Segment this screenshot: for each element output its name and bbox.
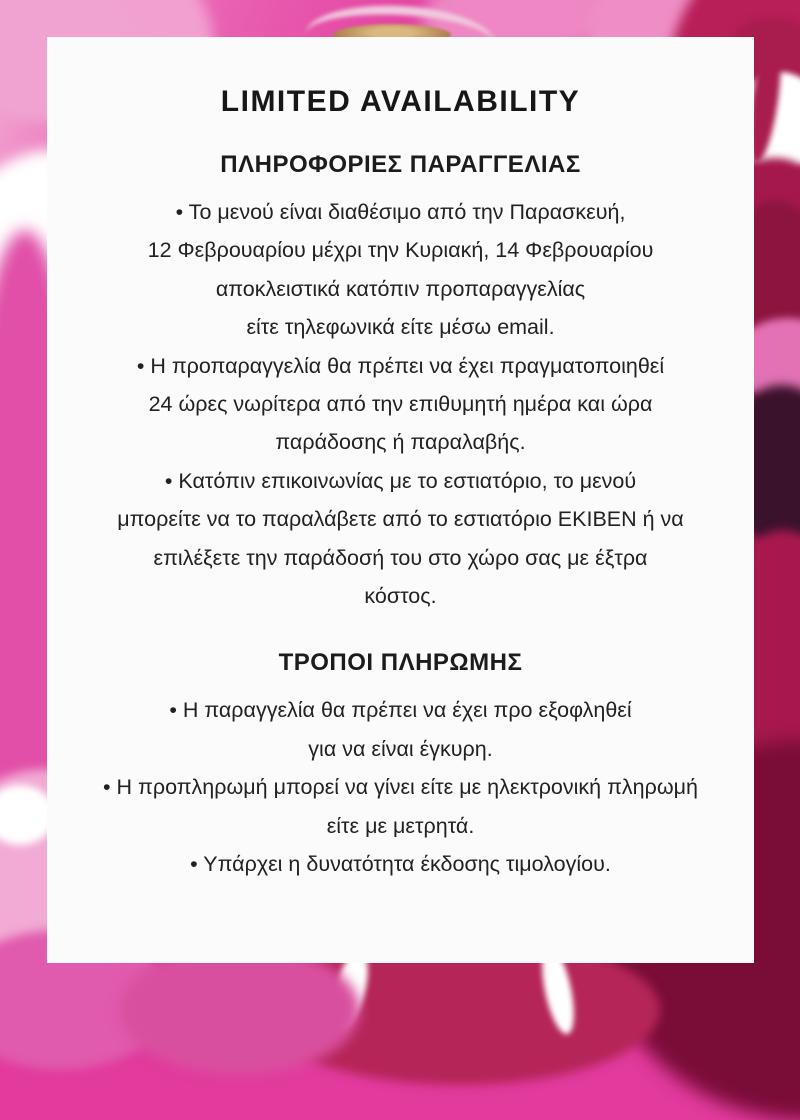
order-info-line: • Κατόπιν επικοινωνίας με το εστιατόριο, το μενού [164, 468, 637, 493]
page-title: LIMITED AVAILABILITY [220, 85, 581, 118]
order-info-line: κόστος. [364, 584, 437, 609]
order-info-line: μπορείτε να το παραλάβετε από το εστιατόριο EKIBEN ή να [117, 507, 684, 532]
order-info-line: 24 ώρες νωρίτερα από την επιθυμητή ημέρα και ώρα [148, 392, 653, 417]
order-info-line: είτε τηλεφωνικά είτε μέσω email. [246, 315, 555, 340]
order-info-line: 12 Φεβρουαρίου μέχρι την Κυριακή, 14 Φεβρουαρίου [147, 238, 654, 263]
payment-line: για να είναι έγκυρη. [308, 736, 493, 761]
order-info-line: παράδοσης ή παραλαβής. [275, 430, 526, 455]
order-info-line: • Το μενού είναι διαθέσιμο από την Παρασκευή, [175, 200, 626, 224]
order-info-line: • Η προπαραγγελία θα πρέπει να έχει πραγματοποιηθεί [136, 353, 665, 378]
order-info-line: επιλέξετε την παράδοσή του στο χώρο σας με έξτρα [153, 545, 648, 570]
payment-line: • Η προπληρωμή μπορεί να γίνει είτε με ηλεκτρονική πληρωμή [103, 775, 698, 800]
payment-methods-heading: ΤΡΟΠΟΙ ΠΛΗΡΩΜΗΣ [278, 649, 523, 677]
order-info-section [47, 193, 754, 615]
order-info-heading: ΠΛΗΡΟΦΟΡΙΕΣ ΠΑΡΑΓΓΕΛΙΑΣ [220, 151, 581, 178]
flower-petal [120, 945, 360, 1075]
payment-methods-section [47, 691, 754, 883]
info-card [47, 37, 754, 963]
payment-line: • Υπάρχει η δυνατότητα έκδοσης τιμολογίου. [190, 852, 611, 877]
order-info-line: αποκλειστικά κατόπιν προπαραγγελίας [215, 276, 586, 301]
payment-line: • Η παραγγελία θα πρέπει να έχει προ εξοφληθεί [169, 698, 632, 723]
payment-line: είτε με μετρητά. [326, 813, 475, 838]
